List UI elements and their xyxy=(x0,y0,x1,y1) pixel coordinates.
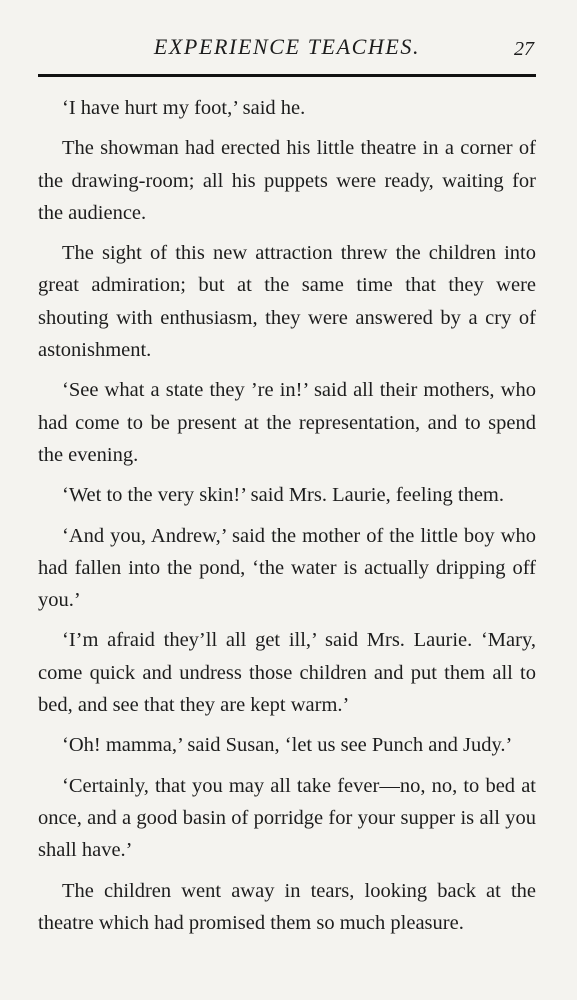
paragraph-6: ‘And you, Andrew,’ said the mother of the little boy who had fallen into the pond, ‘the water is actually dripping off you.’ xyxy=(38,524,536,612)
paragraph-5: ‘Wet to the very skin!’ said Mrs. Laurie, feeling them. xyxy=(62,484,505,507)
paragraph-8: ‘Oh! mamma,’ said Susan, ‘let us see Punch and Judy.’ xyxy=(62,734,513,757)
paragraph-9: ‘Certainly, that you may all take fever—no, no, to bed at once, and a good basin of porridge for your supper is all you shall have.’ xyxy=(38,774,536,862)
running-head xyxy=(38,34,536,64)
paragraph-10: The children went away in tears, looking back at the theatre which had promised them so much pleasure. xyxy=(38,879,536,934)
paragraph-4: ‘See what a state they ’re in!’ said all their mothers, who had come to be present at the representation, and to spend the evening. xyxy=(38,379,536,466)
body-text xyxy=(38,92,536,939)
paragraph-3: The sight of this new attraction threw the children into great admiration; but at the same time that they were shouting with enthusiasm, they were answered by a cry of astonishment. xyxy=(38,242,536,362)
paragraph-1: ‘I have hurt my foot,’ said he. xyxy=(62,97,306,119)
header-rule xyxy=(38,74,536,77)
page-number: 27 xyxy=(514,38,534,60)
running-title: EXPERIENCE TEACHES. xyxy=(153,34,421,59)
paragraph-2: The showman had erected his little theatre in a corner of the drawing-room; all his puppets were ready, waiting for the audience. xyxy=(38,137,536,224)
paragraph-7: ‘I’m afraid they’ll all get ill,’ said Mrs. Laurie. ‘Mary, come quick and undress those children and put them all to bed, and see that they are kept warm.’ xyxy=(38,629,536,717)
